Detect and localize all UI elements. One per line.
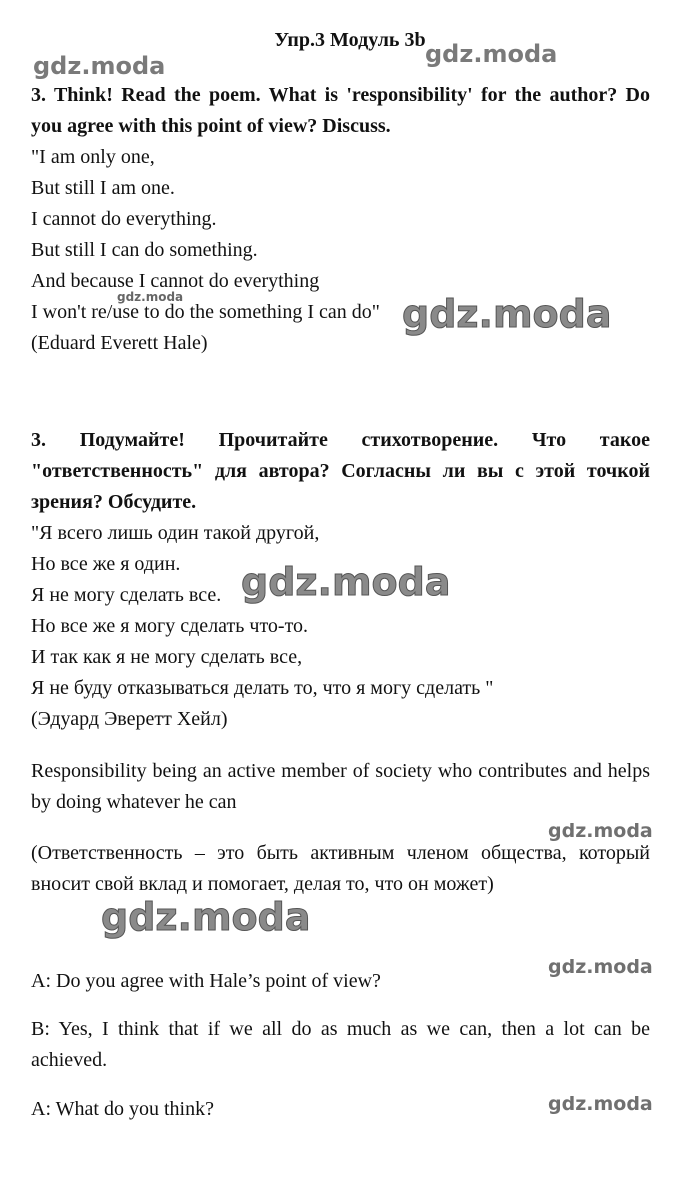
poem-line: И так как я не могу сделать все, bbox=[31, 646, 303, 668]
english-question bbox=[31, 80, 650, 142]
dialogue-line-a1: A: Do you agree with Hale’s point of view? bbox=[31, 970, 381, 992]
watermark: gdz.moda bbox=[33, 52, 166, 80]
answer-russian: (Ответственность – это быть активным членом общества, который вносит свой вклад и помогает, делая то, что он может) bbox=[31, 842, 650, 895]
poem-author: (Эдуард Эверетт Хейл) bbox=[31, 708, 228, 730]
poem-line: I cannot do everything. bbox=[31, 208, 217, 230]
watermark: gdz.moda bbox=[117, 290, 184, 304]
english-question-line: 3. Think! Read the poem. What is 'responsibility' for the author? Do bbox=[31, 84, 650, 106]
poem-line: Я не могу сделать все. bbox=[31, 584, 222, 606]
russian-poem bbox=[31, 518, 650, 735]
poem-line: And because I cannot do everything bbox=[31, 270, 320, 292]
russian-question-line: зрения? Обсудите. bbox=[31, 491, 197, 513]
poem-line: But still I am one. bbox=[31, 177, 175, 199]
poem-line: "I am only one, bbox=[31, 146, 155, 168]
poem-line: But still I can do something. bbox=[31, 239, 258, 261]
russian-question bbox=[31, 425, 650, 518]
english-question-line: you agree with this point of view? Discuss. bbox=[31, 115, 391, 137]
watermark: gdz.moda bbox=[402, 292, 612, 336]
dialogue-line-a2: A: What do you think? bbox=[31, 1098, 214, 1120]
russian-question-line: "ответственность" для автора? Согласны ли вы с этой точкой bbox=[31, 460, 650, 482]
poem-line: Но все же я могу сделать что-то. bbox=[31, 615, 309, 637]
poem-line: "Я всего лишь один такой другой, bbox=[31, 522, 320, 544]
poem-author: (Eduard Everett Hale) bbox=[31, 332, 208, 354]
watermark: gdz.moda bbox=[425, 40, 558, 68]
watermark: gdz.moda bbox=[101, 895, 311, 939]
poem-line: I won't re/use to do the something I can do" bbox=[31, 301, 380, 323]
watermark: gdz.moda bbox=[548, 956, 653, 978]
watermark: gdz.moda bbox=[548, 1093, 653, 1115]
watermark: gdz.moda bbox=[548, 820, 653, 842]
page-title: Упр.3 Модуль 3b bbox=[274, 29, 426, 51]
poem-line: Но все же я один. bbox=[31, 553, 181, 575]
dialogue-line-b1: B: Yes, I think that if we all do as much as we can, then a lot can be achieved. bbox=[31, 1018, 650, 1071]
watermark: gdz.moda bbox=[241, 560, 451, 604]
answer-english: Responsibility being an active member of society who contributes and helps by doing whatever he can bbox=[31, 760, 650, 813]
poem-line: Я не буду отказываться делать то, что я могу сделать " bbox=[31, 677, 494, 699]
russian-question-line: 3. Подумайте! Прочитайте стихотворение. Что такое bbox=[31, 429, 650, 451]
